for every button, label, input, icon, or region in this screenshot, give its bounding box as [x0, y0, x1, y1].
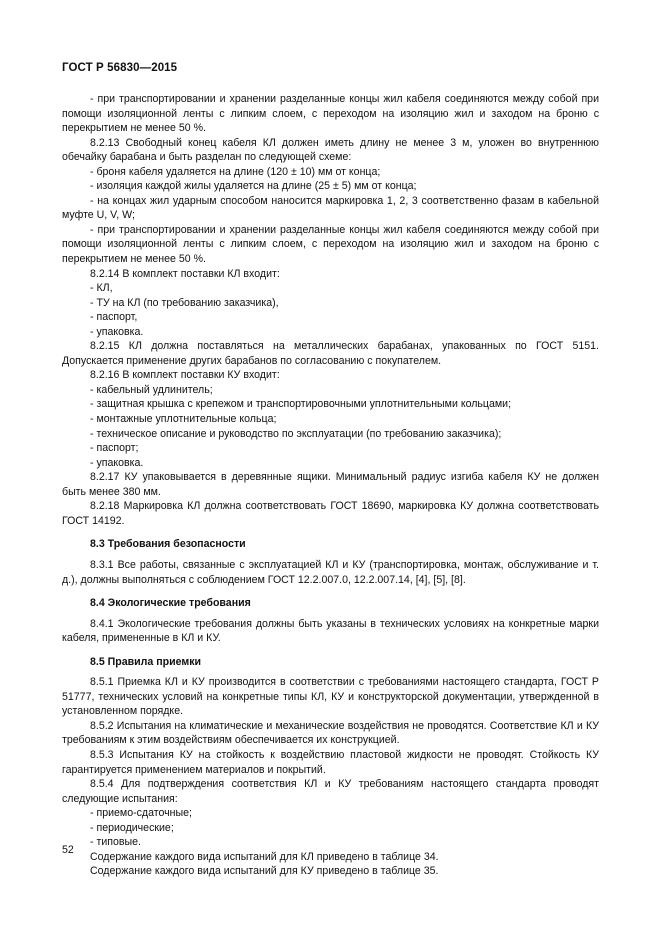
section-heading: 8.4 Экологические требования — [90, 597, 251, 610]
paragraph: 8.3.1 Все работы, связанные с эксплуатацией КЛ и КУ (транспортировка, монтаж, обслуживание и т. д.), должны выполняться с соблюдением ГОСТ 12.2.007.0, 12.2.007.14, [4], [5], [8]. — [62, 558, 599, 586]
list-item: - кабельный удлинитель; — [90, 383, 213, 396]
paragraph: 8.2.17 КУ упаковывается в деревянные ящики. Минимальный радиус изгиба кабеля КУ не должен быть менее 380 мм. — [62, 471, 599, 498]
document-body — [62, 92, 599, 879]
paragraph: 8.2.18 Маркировка КЛ должна соответствовать ГОСТ 18690, маркировка КУ должна соответствовать ГОСТ 14192. — [62, 500, 599, 527]
list-item: - периодические; — [90, 821, 174, 834]
paragraph: Содержание каждого вида испытаний для КЛ приведено в таблице 34. — [90, 850, 439, 863]
list-item: - упаковка. — [90, 456, 144, 469]
list-item: - КЛ, — [90, 282, 113, 295]
list-item: - ТУ на КЛ (по требованию заказчика), — [90, 296, 279, 309]
paragraph: 8.5.3 Испытания КУ на стойкость к воздействию пластовой жидкости не проводят. Стойкость КУ гарантируется применением материалов и покрытий. — [62, 748, 599, 776]
list-item: - типовые. — [90, 836, 141, 849]
list-item: - монтажные уплотнительные кольца; — [90, 413, 277, 426]
paragraph: 8.5.1 Приемка КЛ и КУ производится в соответствии с требованиями настоящего стандарта, ГОСТ Р 51777, технических условий на конкретные типы КЛ, КУ и конструкторской документации, утвержденной в установленном порядке. — [62, 676, 599, 718]
paragraph: - при транспортировании и хранении разделанные концы жил кабеля соединяются между собой при помощи изоляционной ленты с липким слоем, с переходом на изоляцию жил и заходом на броню с перекрытием не менее 50 %. — [62, 93, 599, 135]
list-item: - упаковка. — [90, 325, 144, 338]
list-item: - паспорт; — [90, 442, 139, 455]
paragraph: 8.2.14 В комплект поставки КЛ входит: — [90, 267, 280, 280]
paragraph: 8.2.16 В комплект поставки КУ входит: — [90, 369, 280, 382]
paragraph: Содержание каждого вида испытаний для КУ приведено в таблице 35. — [90, 865, 439, 878]
list-item: - защитная крышка с крепежом и транспортировочными уплотнительными кольцами; — [90, 398, 512, 411]
paragraph: 8.2.15 КЛ должна поставляться на металлических барабанах, упакованных по ГОСТ 5151. Допускается применение других барабанов по согласованию с покупателем. — [62, 340, 599, 367]
list-item: - паспорт, — [90, 311, 138, 324]
page-number: 52 — [62, 844, 74, 856]
list-item: - при транспортировании и хранении разделанные концы жил кабеля соединяются между собой при помощи изоляционной ленты с липким слоем, с переходом на изоляцию жил и заходом на броню с перекрытием не менее 50 %. — [62, 223, 599, 266]
paragraph: 8.5.4 Для подтверждения соответствия КЛ и КУ требованиям настоящего стандарта проводят следующие испытания: — [62, 778, 599, 805]
paragraph: 8.4.1 Экологические требования должны быть указаны в технических условиях на конкретные марки кабеля, примененные в КЛ и КУ. — [62, 617, 599, 645]
list-item: - техническое описание и руководство по эксплуатации (по требованию заказчика); — [90, 427, 502, 440]
section-heading: 8.5 Правила приемки — [90, 655, 202, 668]
list-item: - приемо-сдаточные; — [90, 807, 192, 820]
paragraph: 8.2.13 Свободный конец кабеля КЛ должен иметь длину не менее 3 м, уложен во внутреннюю обечайку барабана и быть разделан по следующей схеме: — [62, 136, 599, 164]
section-heading: 8.3 Требования безопасности — [90, 538, 246, 551]
paragraph: 8.5.2 Испытания на климатические и механические воздействия не проводятся. Соответствие КЛ и КУ требованиям к этим воздействиям обеспечивается их конструкцией. — [62, 719, 599, 747]
list-item: - броня кабеля удаляется на длине (120 ± 10) мм от конца; — [90, 165, 381, 178]
document-header: ГОСТ Р 56830—2015 — [62, 62, 178, 74]
list-item: - на концах жил ударным способом наносится маркировка 1, 2, 3 соответственно фазам в кабельной муфте U, V, W; — [62, 194, 599, 222]
list-item: - изоляция каждой жилы удаляется на длине (25 ± 5) мм от конца; — [90, 180, 417, 193]
